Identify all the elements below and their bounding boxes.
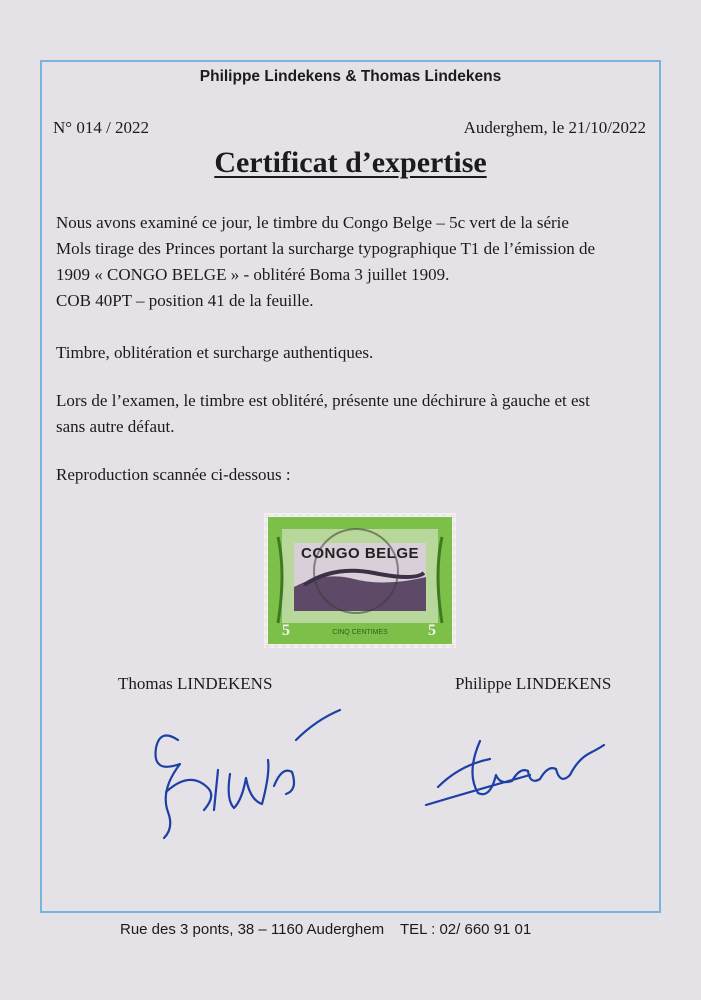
description-line: 1909 « CONGO BELGE » - oblitéré Boma 3 juillet 1909. [56,265,450,284]
denomination-right: 5 [428,622,436,639]
signer-right-name: Philippe LINDEKENS [455,674,612,693]
scan-caption-text: Reproduction scannée ci-dessous : [56,465,291,484]
place-and-date: Auderghem, le 21/10/2022 [463,118,646,137]
condition-note [56,388,662,440]
overprint-text: CONGO BELGE [300,545,420,562]
footer-phone: TEL : 02/ 660 91 01 [400,921,532,938]
signature-thomas [130,700,350,850]
denomination-left: 5 [282,622,290,639]
verdict-text: Timbre, oblitération et surcharge authentiques. [56,343,374,362]
certificate-number: N° 014 / 2022 [53,118,150,137]
description-line: Mols tirage des Princes portant la surcharge typographique T1 de l’émission de [56,239,595,258]
experts-header: Philippe Lindekens & Thomas Lindekens [199,68,502,85]
description-line: COB 40PT – position 41 de la feuille. [56,291,314,310]
stamp-description [56,210,662,314]
signature-philippe [420,715,620,815]
stamp-image [264,513,456,648]
condition-line: Lors de l’examen, le timbre est oblitéré, présente une déchirure à gauche et est [56,391,590,410]
certificate-title: Certificat d’expertise [214,146,487,179]
description-line: Nous avons examiné ce jour, le timbre du Congo Belge – 5c vert de la série [56,213,569,232]
stamp-bottom-text: CINQ CENTIMES [332,629,388,636]
scan-caption [56,462,662,488]
signer-left-name: Thomas LINDEKENS [118,674,273,693]
authenticity-verdict [56,340,662,366]
footer-address: Rue des 3 ponts, 38 – 1160 Auderghem [120,921,385,938]
condition-line: sans autre défaut. [56,417,175,436]
